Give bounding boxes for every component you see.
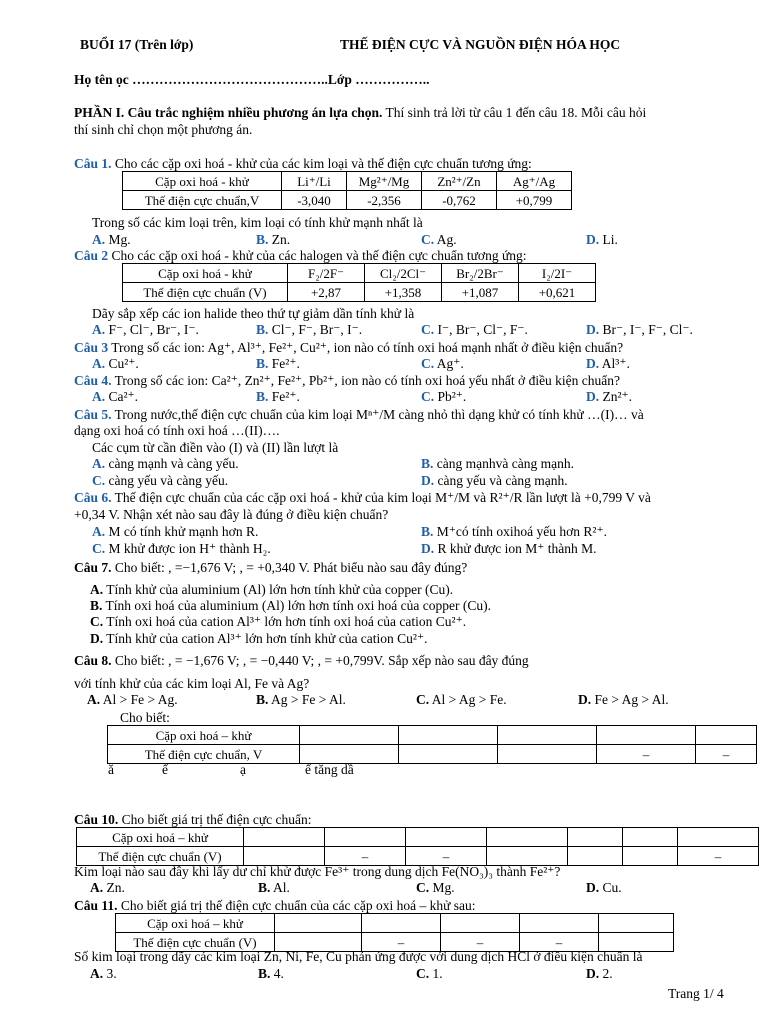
q6-option-d[interactable]: D. R khử được ion M⁺ thành M.	[421, 541, 597, 556]
page-title: THẾ ĐIỆN CỰC VÀ NGUỒN ĐIỆN HÓA HỌC	[340, 37, 621, 52]
q8-option-c[interactable]: C. Al > Ag > Fe.	[416, 692, 507, 707]
q9-fragment-1: ă	[108, 762, 114, 777]
question-10: Câu 10. Cho biết giá trị thế điện cực chuẩn:	[74, 812, 312, 827]
q6-option-b[interactable]: B. M⁺có tính oxihoá yếu hơn R²⁺.	[421, 524, 607, 539]
session-label: BUỔI 17 (Trên lớp)	[80, 37, 194, 52]
q2-option-c[interactable]: C. I⁻, Br⁻, Cl⁻, F⁻.	[421, 322, 528, 337]
q5-stem: Các cụm từ cần điền vào (I) và (II) lần lượt là	[92, 440, 339, 455]
part-instruction: thí sinh chỉ chọn một phương án.	[74, 122, 253, 137]
q11-option-d[interactable]: D. 2.	[586, 966, 613, 981]
q10-stem: Kim loại nào sau đây khi lấy dư chỉ khử được Fe³⁺ trong dung dịch Fe(NO₃)₃ thành Fe²⁺?	[74, 864, 561, 879]
part-heading: PHẦN I. Câu trắc nghiệm nhiều phương án lựa chọn. Thí sinh trả lời từ câu 1 đến câu 18. Mỗi câu hỏi	[74, 105, 647, 120]
q2-option-a[interactable]: A. F⁻, Cl⁻, Br⁻, I⁻.	[92, 322, 199, 337]
question-8: Câu 8. Cho biết: , = −1,676 V; , = −0,440 V; , = +0,799V. Sắp xếp nào sau đây đúng	[74, 653, 529, 668]
q2-stem: Dãy sắp xếp các ion halide theo thứ tự giảm dần tính khử là	[92, 306, 415, 321]
q3-option-c[interactable]: C. Ag⁺.	[421, 356, 464, 371]
q10-option-d[interactable]: D. Cu.	[586, 880, 622, 895]
question-11: Câu 11. Cho biết giá trị thế điện cực chuẩn của các cặp oxi hoá – khử sau:	[74, 898, 476, 913]
question-2: Câu 2 Cho các cặp oxi hoá - khử của các halogen và thế điện cực chuẩn tương ứng:	[74, 248, 527, 263]
question-1: Câu 1. Cho các cặp oxi hoá - khử của các kim loại và thế điện cực chuẩn tương ứng:	[74, 156, 532, 171]
q10-table: Cặp oxi hoá – khử Thế điện cực chuẩn (V) – – –	[76, 827, 759, 866]
q9-fragment-2: ế	[162, 762, 168, 777]
q8-option-b[interactable]: B. Ag > Fe > Al.	[256, 692, 346, 707]
q10-option-b[interactable]: B. Al.	[258, 880, 290, 895]
q8-text-cont: với tính khử của các kim loại Al, Fe và Ag?	[74, 676, 310, 691]
q6-text-cont: +0,34 V. Nhận xét nào sau đây là đúng ở điều kiện chuẩn?	[74, 507, 389, 522]
q1-option-a[interactable]: A. Mg.	[92, 232, 131, 247]
q7-option-b[interactable]: B. Tính oxi hoá của aluminium (Al) lớn hơn tính oxi hoá của copper (Cu).	[90, 598, 491, 613]
q11-option-c[interactable]: C. 1.	[416, 966, 443, 981]
q9-intro: Cho biết:	[120, 710, 170, 725]
question-7: Câu 7. Cho biết: , =−1,676 V; , = +0,340 V. Phát biểu nào sau đây đúng?	[74, 560, 468, 575]
q9-table: Cặp oxi hoá – khử Thế điện cực chuẩn, V – –	[107, 725, 757, 764]
q5-text-cont: dạng oxi hoá có tính oxi hoá …(II)….	[74, 423, 280, 438]
q6-option-a[interactable]: A. M có tính khử mạnh hơn R.	[92, 524, 259, 539]
q1-option-b[interactable]: B. Zn.	[256, 232, 291, 247]
q5-option-c[interactable]: C. càng yếu và càng yếu.	[92, 473, 229, 488]
q1-option-d[interactable]: D. Li.	[586, 232, 618, 247]
q1-table: Cặp oxi hoá - khử Li⁺/Li Mg²⁺/Mg Zn²⁺/Zn Ag⁺/Ag Thế điện cực chuẩn,V -3,040 -2,356 -0,762 +0,799	[122, 171, 572, 210]
q1-stem: Trong số các kim loại trên, kim loại có tính khử mạnh nhất là	[92, 215, 423, 230]
q8-option-d[interactable]: D. Fe > Ag > Al.	[578, 692, 669, 707]
q5-option-d[interactable]: D. càng yếu và càng mạnh.	[421, 473, 568, 488]
q10-option-c[interactable]: C. Mg.	[416, 880, 455, 895]
q4-option-a[interactable]: A. Ca²⁺.	[92, 389, 139, 404]
q7-option-d[interactable]: D. Tính khử của cation Al³⁺ lớn hơn tính khử của cation Cu²⁺.	[90, 631, 428, 646]
q11-option-a[interactable]: A. 3.	[90, 966, 117, 981]
q9-fragment-3: ạ	[240, 762, 246, 777]
q5-option-b[interactable]: B. càng mạnhvà càng mạnh.	[421, 456, 574, 471]
question-6: Câu 6. Thế điện cực chuẩn của các cặp oxi hoá - khử của kim loại M⁺/M và R²⁺/R lần lượt là +0,799 V và	[74, 490, 651, 505]
name-line: Họ tên ọc ……………………………………..Lớp ……………..	[74, 72, 430, 87]
q6-option-c[interactable]: C. M khử được ion H⁺ thành H₂.	[92, 541, 271, 556]
q5-option-a[interactable]: A. càng mạnh và càng yếu.	[92, 456, 239, 471]
q4-option-b[interactable]: B. Fe²⁺.	[256, 389, 300, 404]
q3-option-d[interactable]: D. Al³⁺.	[586, 356, 630, 371]
q4-option-c[interactable]: C. Pb²⁺.	[421, 389, 467, 404]
q11-table: Cặp oxi hoá – khử Thế điện cực chuẩn (V) – – –	[115, 913, 674, 952]
q1-option-c[interactable]: C. Ag.	[421, 232, 457, 247]
q2-table: Cặp oxi hoá - khử F₂/2F⁻ Cl₂/2Cl⁻ Br₂/2Br⁻ I₂/2I⁻ Thế điện cực chuẩn (V) +2,87 +1,358 +1,087 +0,621	[122, 263, 596, 302]
question-5: Câu 5. Trong nước,thế điện cực chuẩn của kim loại Mⁿ⁺/M càng nhỏ thì dạng khử có tính khử …(I)… và	[74, 407, 644, 422]
q2-option-d[interactable]: D. Br⁻, I⁻, F⁻, Cl⁻.	[586, 322, 693, 337]
q7-option-c[interactable]: C. Tính oxi hoá của cation Al³⁺ lớn hơn tính oxi hoá của cation Cu²⁺.	[90, 614, 467, 629]
q3-option-b[interactable]: B. Fe²⁺.	[256, 356, 300, 371]
question-4: Câu 4. Trong số các ion: Ca²⁺, Zn²⁺, Fe²⁺, Pb²⁺, ion nào có tính oxi hoá yếu nhất ở điều kiện chuẩn?	[74, 373, 621, 388]
q3-option-a[interactable]: A. Cu²⁺.	[92, 356, 139, 371]
question-3: Câu 3 Trong số các ion: Ag⁺, Al³⁺, Fe²⁺, Cu²⁺, ion nào có tính oxi hoá mạnh nhất ở điều kiện chuẩn?	[74, 340, 624, 355]
q11-option-b[interactable]: B. 4.	[258, 966, 284, 981]
q10-option-a[interactable]: A. Zn.	[90, 880, 125, 895]
q8-option-a[interactable]: A. Al > Fe > Ag.	[87, 692, 178, 707]
q7-option-a[interactable]: A. Tính khử của aluminium (Al) lớn hơn tính khử của copper (Cu).	[90, 582, 454, 597]
q9-fragment-4: ế tăng dầ	[305, 762, 354, 777]
q4-option-d[interactable]: D. Zn²⁺.	[586, 389, 633, 404]
page-number: Trang 1/ 4	[668, 986, 724, 1001]
q2-option-b[interactable]: B. Cl⁻, F⁻, Br⁻, I⁻.	[256, 322, 363, 337]
q11-stem: Số kim loại trong dãy các kim loại Zn, Ni, Fe, Cu phản ứng được với dung dịch HCl ở điều kiện chuẩn là	[74, 949, 643, 964]
